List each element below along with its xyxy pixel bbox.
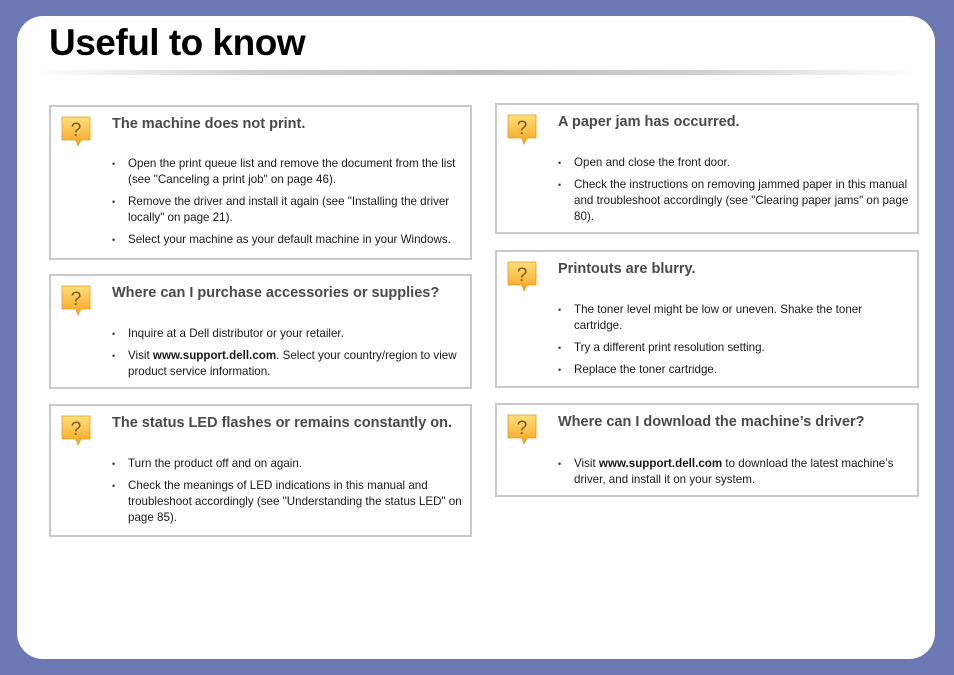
tip-list [558,456,909,494]
list-item: • Select your machine as your default machine in your Windows. [112,232,462,248]
question-mark-icon [505,413,539,447]
manual-page [17,16,935,659]
tip-box-purchase-accessories [49,274,472,389]
item-text-pre: Visit [128,349,153,362]
tip-title: Printouts are blurry. [558,261,696,277]
question-mark-icon [59,414,93,448]
tip-box-printouts-blurry [495,250,919,388]
tip-list [112,156,462,254]
list-item: • Replace the toner cartridge. [558,362,909,378]
svg-text:?: ? [516,118,528,139]
list-item: • Check the instructions on removing jammed paper in this manual and troubleshoot accordingly (see "Clearing paper jams" on page 80). [558,177,909,225]
support-link[interactable]: www.support.dell.com [152,349,277,362]
support-link[interactable]: www.support.dell.com [598,457,723,470]
tip-title: Where can I download the machine’s driver? [558,414,865,430]
tip-box-machine-does-not-print [49,105,472,260]
list-item: • Check the meanings of LED indications in this manual and troubleshoot accordingly (see "Understanding the status LED" on page 85). [112,478,462,526]
list-item: • Open and close the front door. [558,155,909,171]
list-item [112,348,462,380]
item-text-pre: Visit [574,457,599,470]
item-text-post: to download the latest machine’s driver, and install it on your system. [574,457,894,486]
question-mark-icon [505,113,539,147]
list-item: • Remove the driver and install it again (see "Installing the driver locally" on page 21). [112,194,462,226]
svg-text:?: ? [70,120,82,141]
tip-list [558,155,909,231]
question-mark-icon [59,284,93,318]
list-item: • Open the print queue list and remove the document from the list (see "Canceling a print job" on page 46). [112,156,462,188]
list-item [558,456,909,488]
list-item: • Inquire at a Dell distributor or your retailer. [112,326,462,342]
title-divider [31,70,921,75]
list-item: • Turn the product off and on again. [112,456,462,472]
tip-box-paper-jam [495,103,919,234]
page-title: Useful to know [49,22,306,63]
question-mark-icon [59,115,93,149]
tip-list [112,326,462,386]
tip-list [558,302,909,384]
list-item: • The toner level might be low or uneven. Shake the toner cartridge. [558,302,909,334]
tip-title: Where can I purchase accessories or supplies? [112,285,440,301]
list-item: • Try a different print resolution setting. [558,340,909,356]
svg-text:?: ? [70,289,82,310]
question-mark-icon [505,260,539,294]
svg-text:?: ? [70,419,82,440]
svg-text:?: ? [516,265,528,286]
tip-list [112,456,462,532]
item-text-post: . Select your country/region to view product service information. [128,349,457,378]
tip-title: The status LED flashes or remains constantly on. [112,415,453,431]
tip-box-download-driver [495,403,919,497]
tip-title: The machine does not print. [112,116,306,132]
svg-text:?: ? [516,418,528,439]
tip-box-status-led [49,404,472,537]
tip-title: A paper jam has occurred. [558,114,740,130]
